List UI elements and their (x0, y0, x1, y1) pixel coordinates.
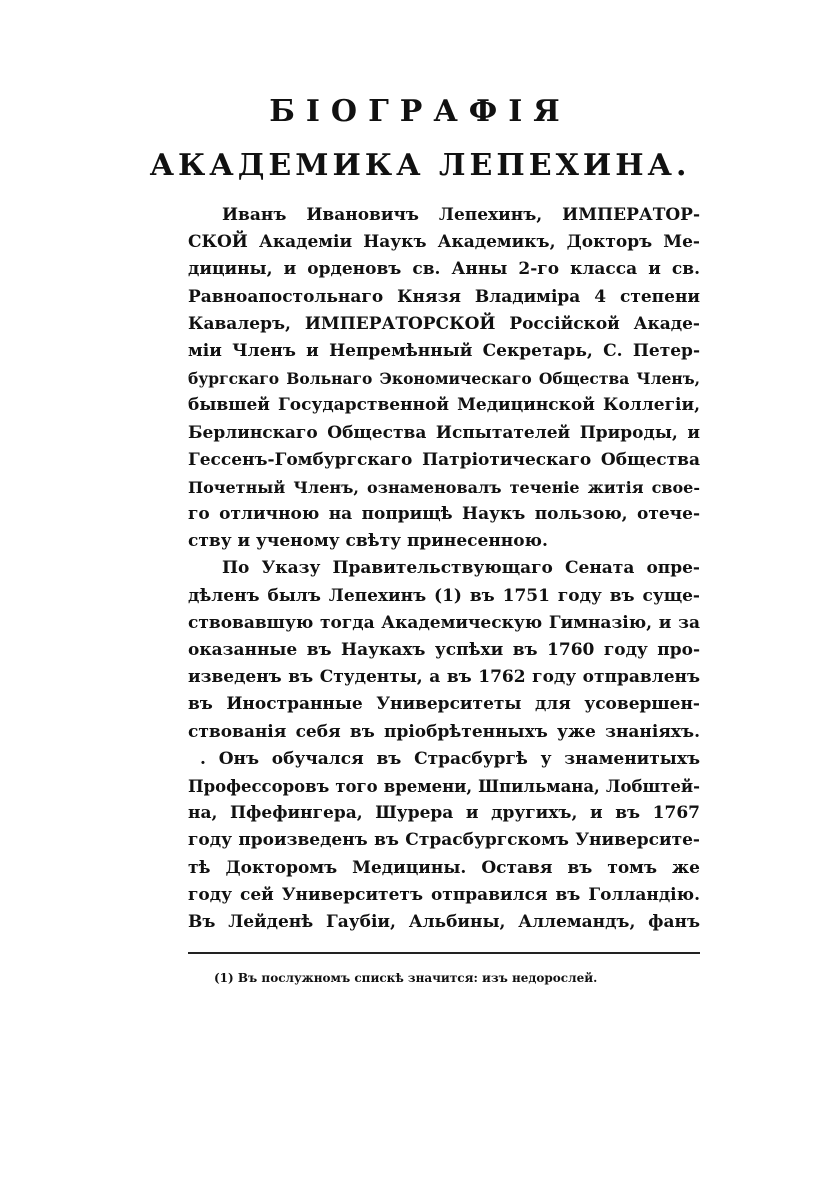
text-line: дицины, и орденовъ св. Анны 2-го класса и св. (188, 259, 700, 280)
footnote: (1) Въ послужномъ спискѣ значится: изъ недорослей. (214, 971, 598, 985)
text-line: Въ Лейденѣ Гаубіи, Альбины, Аллемандъ, фанъ (188, 911, 700, 932)
text-line: году сей Университетъ отправился въ Голландію. (188, 884, 700, 905)
text-line: Берлинскаго Общества Испытателей Природы, и (188, 422, 700, 443)
text-line: . Онъ обучался въ Страсбургѣ у знаменитыхъ (200, 748, 700, 769)
text-line: По Указу Правительствующаго Сената опре- (222, 558, 700, 579)
text-line: бывшей Государственной Медицинской Коллегіи, (188, 395, 700, 416)
title-line-2: АКАДЕМИКА ЛЕПЕХИНА. (149, 148, 691, 183)
text-line: на, Пфефингера, Шурера и другихъ, и въ 1767 (188, 803, 700, 824)
text-line: Кавалеръ, ИМПЕРАТОРСКОЙ Россійской Акаде- (188, 313, 700, 334)
text-line: дѣленъ былъ Лепехинъ (1) въ 1751 году въ суще- (188, 585, 700, 606)
text-line: въ Иностранные Университеты для усовершен- (188, 694, 700, 715)
text-line: міи Членъ и Непремѣнный Секретарь, С. Петер- (188, 340, 700, 361)
text-line: го отличною на поприщѣ Наукъ пользою, отече- (188, 504, 700, 525)
text-line: ствовавшую тогда Академическую Гимназію, и за (188, 612, 700, 633)
text-line: Иванъ Ивановичъ Лепехинъ, ИМПЕРАТОР- (222, 205, 700, 225)
text-line: изведенъ въ Студенты, а въ 1762 году отправленъ (188, 667, 700, 688)
text-line: году произведенъ въ Страсбургскомъ Университе- (188, 830, 700, 851)
text-line: ствованія себя въ пріобрѣтенныхъ уже знаніяхъ. (188, 721, 700, 742)
title-line-1: БІОГРАФІЯ (269, 94, 571, 129)
text-line: ству и ученому свѣту принесенною. (188, 531, 548, 552)
text-line: оказанные въ Наукахъ успѣхи въ 1760 году про- (188, 640, 700, 660)
text-line: СКОЙ Академіи Наукъ Академикъ, Докторъ Ме- (188, 232, 700, 253)
body-text (188, 202, 700, 936)
text-line: Равноапостольнаго Князя Владиміра 4 степени (188, 286, 700, 307)
text-line: Профессоровъ того времени, Шпильмана, Лобштей- (188, 776, 700, 796)
footnote-divider (188, 952, 700, 954)
text-line: тѣ Докторомъ Медицины. Оставя въ томъ же (188, 857, 700, 878)
text-line: Гессенъ-Гомбургскаго Патріотическаго Общества (188, 449, 700, 470)
text-line: бургскаго Вольнаго Экономическаго Общества Членъ, (188, 369, 700, 389)
text-line: Почетный Членъ, ознаменовалъ теченіе житія свое- (188, 477, 700, 497)
